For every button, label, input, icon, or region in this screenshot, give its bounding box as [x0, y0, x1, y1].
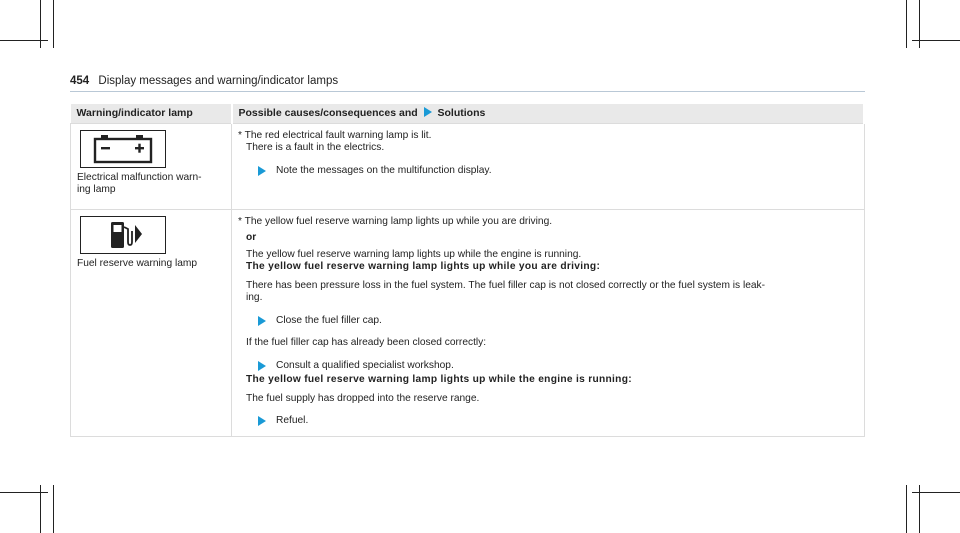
column-header-lamp: Warning/indicator lamp [71, 104, 232, 123]
page-header [70, 75, 338, 87]
fuel-pump-icon [80, 216, 166, 254]
warning-lamp-table [70, 104, 865, 437]
crop-mark [0, 40, 48, 41]
body-text: The fuel supply has dropped into the reserve range. [246, 392, 480, 404]
action-arrow-icon [258, 166, 266, 176]
lamp-cell [71, 123, 232, 209]
sub-heading: The yellow fuel reserve warning lamp lights up while you are driving: [246, 261, 601, 272]
action-arrow-icon [258, 316, 266, 326]
solution-cell [232, 123, 865, 209]
table-header-row [71, 104, 865, 123]
cause-text: There is a fault in the electrics. [246, 142, 385, 153]
page-number: 454 [70, 75, 90, 87]
crop-mark [53, 0, 54, 48]
action-item [258, 360, 856, 373]
lamp-cell [71, 209, 232, 436]
action-text: Close the fuel filler cap. [276, 314, 382, 326]
action-item [258, 415, 856, 428]
action-arrow-icon [258, 416, 266, 426]
action-text: Note the messages on the multifunction display. [276, 164, 492, 176]
lamp-caption: Fuel reserve warning lamp [77, 257, 198, 269]
crop-mark [53, 485, 54, 533]
crop-mark [906, 485, 907, 533]
crop-mark [912, 40, 960, 41]
cause-text: The yellow fuel reserve warning lamp lights up while the engine is running. [246, 248, 582, 260]
or-label: or [246, 232, 257, 243]
action-item [258, 165, 856, 178]
header-divider [70, 91, 865, 92]
column-header-solutions: Possible causes/consequences and Solutions [232, 104, 865, 123]
body-text: There has been pressure loss in the fuel system. The fuel filler cap is not closed correctly or the fuel system is leak- [246, 279, 766, 291]
cause-text: * The red electrical fault warning lamp is lit. [238, 129, 432, 141]
table-row [71, 209, 865, 436]
crop-mark [0, 492, 48, 493]
action-item [258, 315, 856, 328]
table-row [71, 123, 865, 209]
action-arrow-icon [258, 361, 266, 371]
action-text: Consult a qualified specialist workshop. [276, 359, 454, 371]
battery-icon [80, 130, 166, 168]
page-title: Display messages and warning/indicator lamps [98, 75, 339, 87]
cause-text: * The yellow fuel reserve warning lamp lights up while you are driving. [238, 215, 553, 227]
body-text: ing. [246, 292, 263, 303]
crop-mark [906, 0, 907, 48]
crop-mark [912, 492, 960, 493]
lamp-caption: Electrical malfunction warn- ing lamp [77, 171, 202, 195]
body-text: If the fuel filler cap has already been closed correctly: [246, 337, 487, 348]
solution-arrow-icon [424, 107, 432, 117]
solution-cell [232, 209, 865, 436]
sub-heading: The yellow fuel reserve warning lamp lights up while the engine is running: [246, 374, 632, 385]
action-text: Refuel. [276, 415, 309, 426]
